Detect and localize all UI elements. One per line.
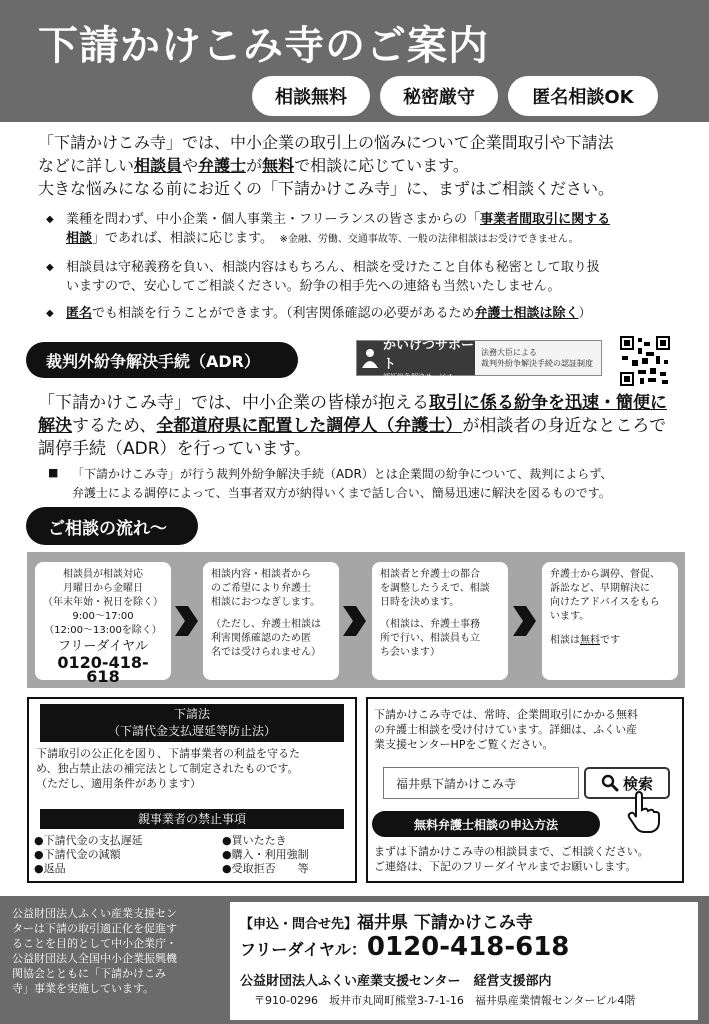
application-method-label: 無料弁護士相談の申込方法 [372,811,600,837]
flow-step-1: 相談員が相談対応 月曜日から金曜日 （年末年始・祝日を除く） 9:00～17:00 （12:00～13:00を除く） フリーダイヤル 0120-418-618 [35,562,171,680]
flow-step-2: 相談内容・相談者から のご希望により弁護士 相談におつなぎします。 （ただし、弁護士相談は 利害関係確認のため匿 名では受けられません） [203,562,339,680]
bullet-anonymous: 匿名でも相談を行うことができます。（利害関係確認の必要があるため弁護士相談は除く） [66,306,592,321]
adr-note-line-2: 弁護士による調停によって、当事者双方が納得いくまで話し合い、簡易迅速に解決を図るものです。 [72,486,611,500]
intro-line-1: 「下請かけこみ寺」では、中小企業の取引上の悩みについて企業間取引や下請法 [38,133,614,152]
intro-line-2: などに詳しい相談員や弁護士が無料で相談に応じています。 [38,156,469,175]
badge-anonymous: 匿名相談OK [508,76,658,116]
intro-line-3: 大きな悩みになる前にお近くの「下請かけこみ寺」に、まずはご相談ください。 [38,179,615,198]
diamond-icon: ◆ [46,214,54,225]
search-icon [601,774,619,792]
prohibited-items-title: 親事業者の禁止事項 [40,809,344,829]
contact-heading: 【申込・問合せ先】福井県 下請かけこみ寺 [240,913,533,933]
diamond-icon: ◆ [46,308,54,319]
prohibited-list-right: ●買いたたき ●購入・利用強制 ●受取拒否 等 [222,834,309,875]
footer-organization-note: 公益財団法人ふくい産業支援セン ターは下請の取引適正化を促進す ることを目的として中小企業庁・ 公益財団法人全国中小企業振興機 関協会とともに「下請かけこみ 寺」事業を実施しています。 [12,907,177,995]
adr-line-1: 「下請かけこみ寺」では、中小企業の皆様が抱える取引に係る紛争を迅速・簡便に [38,393,667,413]
adr-note-line-1: 「下請かけこみ寺」が行う裁判外紛争解決手続（ADR）とは企業間の紛争について、裁判によらず、 [72,467,613,481]
flow-step-3: 相談者と弁護士の都合 を調整したうえで、相談 日時を決めます。 （相談は、弁護士事務 所で行い、相談員も立 ち会います） [372,562,508,680]
bullet-business: 業種を問わず、中小企業・個人事業主・フリーランスの皆さまからの「事業者間取引に関する 相談」であれば、相談に応じます。 ※金融、労働、交通事故等、一般の法律相談はお受けできません。 [66,212,611,246]
search-button[interactable]: 検索 [584,767,670,799]
bullet-confidential: 相談員は守秘義務を負い、相談内容はもちろん、相談を受けたこと自体も秘密として取り扱 いますので、安心してご相談ください。紛争の相手先への連絡も当然いたしません。 [66,260,600,294]
chevron-right-icon [510,604,538,638]
badge-confidential: 秘密厳守 [380,76,498,116]
qr-code-icon[interactable] [620,336,670,386]
person-icon [361,348,379,368]
page-title: 下請かけこみ寺のご案内 [38,23,489,69]
flow-step-4: 弁護士から調停、督促、 訴訟など、早期解決に 向けたアドバイスをもら います。 相談は無料です [542,562,678,680]
chevron-right-icon [172,604,200,638]
pointing-hand-icon [622,790,666,834]
adr-line-2: 解決するため、全都道府県に配置した調停人（弁護士）が相談者の身近なところで [38,416,667,436]
law-description: 下請取引の公正化を図り、下請事業者の利益を守るた め、独占禁止法の補完法として制定されたものです。 （ただし、適用条件があります） [36,747,300,790]
adr-section-label: 裁判外紛争解決手続（ADR） [26,342,298,378]
application-description: まずは下請かけこみ寺の相談員まで、ご相談ください。 ご連絡は、下記のフリーダイヤルまでお願いします。 [374,845,649,873]
contact-organization: 公益財団法人ふくい産業支援センター 経営支援部内 [240,974,552,989]
diamond-icon: ◆ [46,262,54,273]
law-title: 下請法 （下請代金支払遅延等防止法） [40,704,344,742]
consultation-description: 下請かけこみ寺では、常時、企業間取引にかかる無料 の弁護士相談を受け付けています。詳細は、ふくい産 業支援センターHPをご覧ください。 [374,708,638,751]
flow-section-label: ご相談の流れ～ [26,507,198,545]
chevron-right-icon [340,604,368,638]
badge-free: 相談無料 [252,76,370,116]
adr-line-3: 調停手続（ADR）を行っています。 [38,439,312,459]
prohibited-list-left: ●下請代金の支払遅延 ●下請代金の減額 ●返品 [34,834,143,875]
search-input[interactable]: 福井県下請かけこみ寺 [383,767,579,799]
kaiketsu-support-logo: かいけつサポート 認証紛争解決サービス 法務大臣による 裁判外紛争解決手続の認証制度 [356,340,602,376]
contact-address: 〒910-0296 坂井市丸岡町熊堂3-7-1-16 福井県産業情報センタービル4階 [254,994,636,1007]
contact-free-dial: フリーダイヤル：0120-418-618 [240,932,570,962]
square-bullet-icon: ■ [48,466,59,479]
